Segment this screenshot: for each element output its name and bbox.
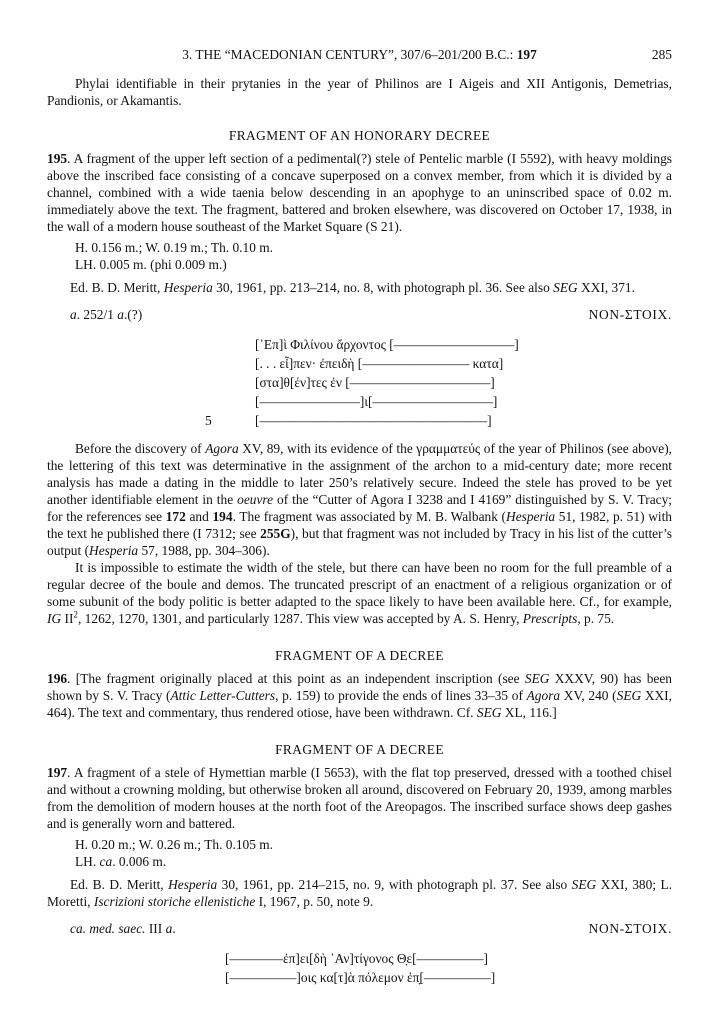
entry-195-commentary-1: Before the discovery of Agora XV, 89, with its evidence of the γραμματεύς of the year of Philinos (see above), the lettering of this text was determinative in the assignment of the archon to a mid-century date; more recent analysis has made a dating in the middle to later 250’s relatively secure. Indeed the stele has proved to be yet another identifiable element in the oeuvre of the “Cutter of Agora I 3238 and I 4169” distinguished by S. V. Tracy; for the references see 172 and 194. The fragment was associated by M. B. Walbank (Hesperia 51, 1982, p. 51) with the text he published there (I 7312; see 255G), but that fragment was not included by Tracy in his list of the cutter’s output (Hesperia 57, 1988, pp. 304–306). (47, 441, 673, 558)
entry-197-date-row (47, 920, 672, 937)
entry-196-text: 196. [The fragment originally placed at this point as an independent inscription (see SEG XXXV, 90) has been shown by S. V. Tracy (Attic Letter-Cutters, p. 159) to provide the ends of lines 33–35 of Agora XV, 240 (SEG XXI, 464). The text and commentary, thus rendered otiose, have been withdrawn. Cf. SEG XL, 116.] (47, 671, 672, 720)
entry-195-date-row (47, 306, 672, 323)
entry-196-heading: FRAGMENT OF A DECREE (275, 648, 444, 663)
page-number: 285 (651, 47, 672, 62)
entry-197-letter-height-line: LH. ca. 0.006 m. (75, 854, 167, 869)
running-header (47, 46, 672, 63)
entry-195-letter-height-line: LH. 0.005 m. (phi 0.009 m.) (75, 257, 227, 272)
entry-195-dimensions-line: H. 0.156 m.; W. 0.19 m.; Th. 0.10 m. (75, 240, 274, 255)
entry-195-edition: Ed. B. D. Meritt, Hesperia 30, 1961, pp. 213–214, no. 8, with photograph pl. 36. See also SEG XXI, 371. (70, 280, 635, 295)
greek-line-text: [᾿Επ]ὶ Φιλίνου ἄρχοντος [––––––––––––––––––] (255, 337, 519, 352)
running-header-title: 3. THE “MACEDONIAN CENTURY”, 307/6–201/200 B.C.: 197 (182, 47, 537, 62)
greek-line (47, 411, 672, 430)
greek-line (47, 373, 672, 392)
entry-195-description: 195. A fragment of the upper left section of a pedimental(?) stele of Pentelic marble (I 5592), with heavy moldings above the inscribed face consisting of a concave superposed on a convex member, from which it is divided by a channel, combined with a wide taenia below descending in an apophyge to an uninscribed space of 0.02 m. immediately above the text. The fragment, battered and broken elsewhere, was discovered on October 17, 1938, in the wall of a modern house southeast of the Market Square (S 21). (47, 151, 672, 234)
greek-line-text: [στα]θ[έν]τες ἐν [–––––––––––––––––––––] (255, 375, 495, 390)
greek-line (47, 354, 672, 373)
entry-195-date-label: a. 252/1 a.(?) (70, 307, 143, 322)
entry-197-measurements (75, 836, 672, 870)
entry-195-stoichedon-label: NON-ΣΤΟΙΧ. (588, 307, 672, 322)
greek-line (47, 392, 672, 411)
entry-197-description: 197. A fragment of a stele of Hymettian marble (I 5653), with the flat top preserved, dressed with a toothed chisel and without a crowning molding, but otherwise broken all around, discovered on February 20, 1939, among marbles from the demolition of modern houses at the north foot of the Areopagos. The inscribed surface shows deep gashes and is generally worn and battered. (47, 765, 672, 831)
greek-line (47, 949, 672, 968)
entry-197-dimensions-line: H. 0.20 m.; W. 0.26 m.; Th. 0.105 m. (75, 837, 274, 852)
greek-line-text: [–––––––––––––––]ι[––––––––––––––––––] (255, 394, 498, 409)
entry-197-stoichedon-label: NON-ΣΤΟΙΧ. (588, 921, 672, 936)
entry-197-heading: FRAGMENT OF A DECREE (275, 742, 444, 757)
greek-line (47, 968, 672, 987)
intro-paragraph: Phylai identifiable in their prytanies in the year of Philinos are I Aigeis and XII Antigonis, Demetrias, Pandionis, or Akamantis. (47, 76, 672, 108)
greek-line-number: 5 (205, 413, 212, 428)
greek-line-text: [. . . εἶ]πεν· ἐπειδὴ [–––––––––––––––– κατα] (255, 356, 504, 371)
greek-line-text: [––––––––––]οις κα[τ]ὰ πόλεμον ἐπ̣[––––––––––] (225, 970, 496, 985)
greek-line-text: [––––––––––––––––––––––––––––––––––] (255, 413, 492, 428)
entry-195-measurements (75, 239, 672, 273)
entry-197-edition: Ed. B. D. Meritt, Hesperia 30, 1961, pp. 214–215, no. 9, with photograph pl. 37. See also SEG XXI, 380; L. Moretti, Iscrizioni storiche ellenistiche I, 1967, p. 50, note 9. (47, 877, 673, 909)
entry-195-heading: FRAGMENT OF AN HONORARY DECREE (228, 128, 491, 143)
greek-line (47, 335, 672, 354)
greek-line-text: [––––––––ἐπ]ει[δὴ ᾿Αν]τίγονος Θ̣ε[––––––––––] (225, 951, 489, 966)
greek-inscription-197 (47, 949, 672, 987)
greek-inscription-195 (47, 335, 672, 430)
entry-195-commentary-2: It is impossible to estimate the width of the stele, but there can have been no room for the full preamble of a regular decree of the boule and demos. The truncated prescript of an enactment of a religious organization or of some subunit of the body politic is better adapted to the space likely to have been available here. Cf., for example, IG $II^2$, 1262, 1270, 1301, and particularly 1287. This view was accepted by A. S. Henry, Prescripts, p. 75. (47, 560, 672, 626)
entry-197-date-label: ca. med. saec. III a. (70, 921, 176, 936)
